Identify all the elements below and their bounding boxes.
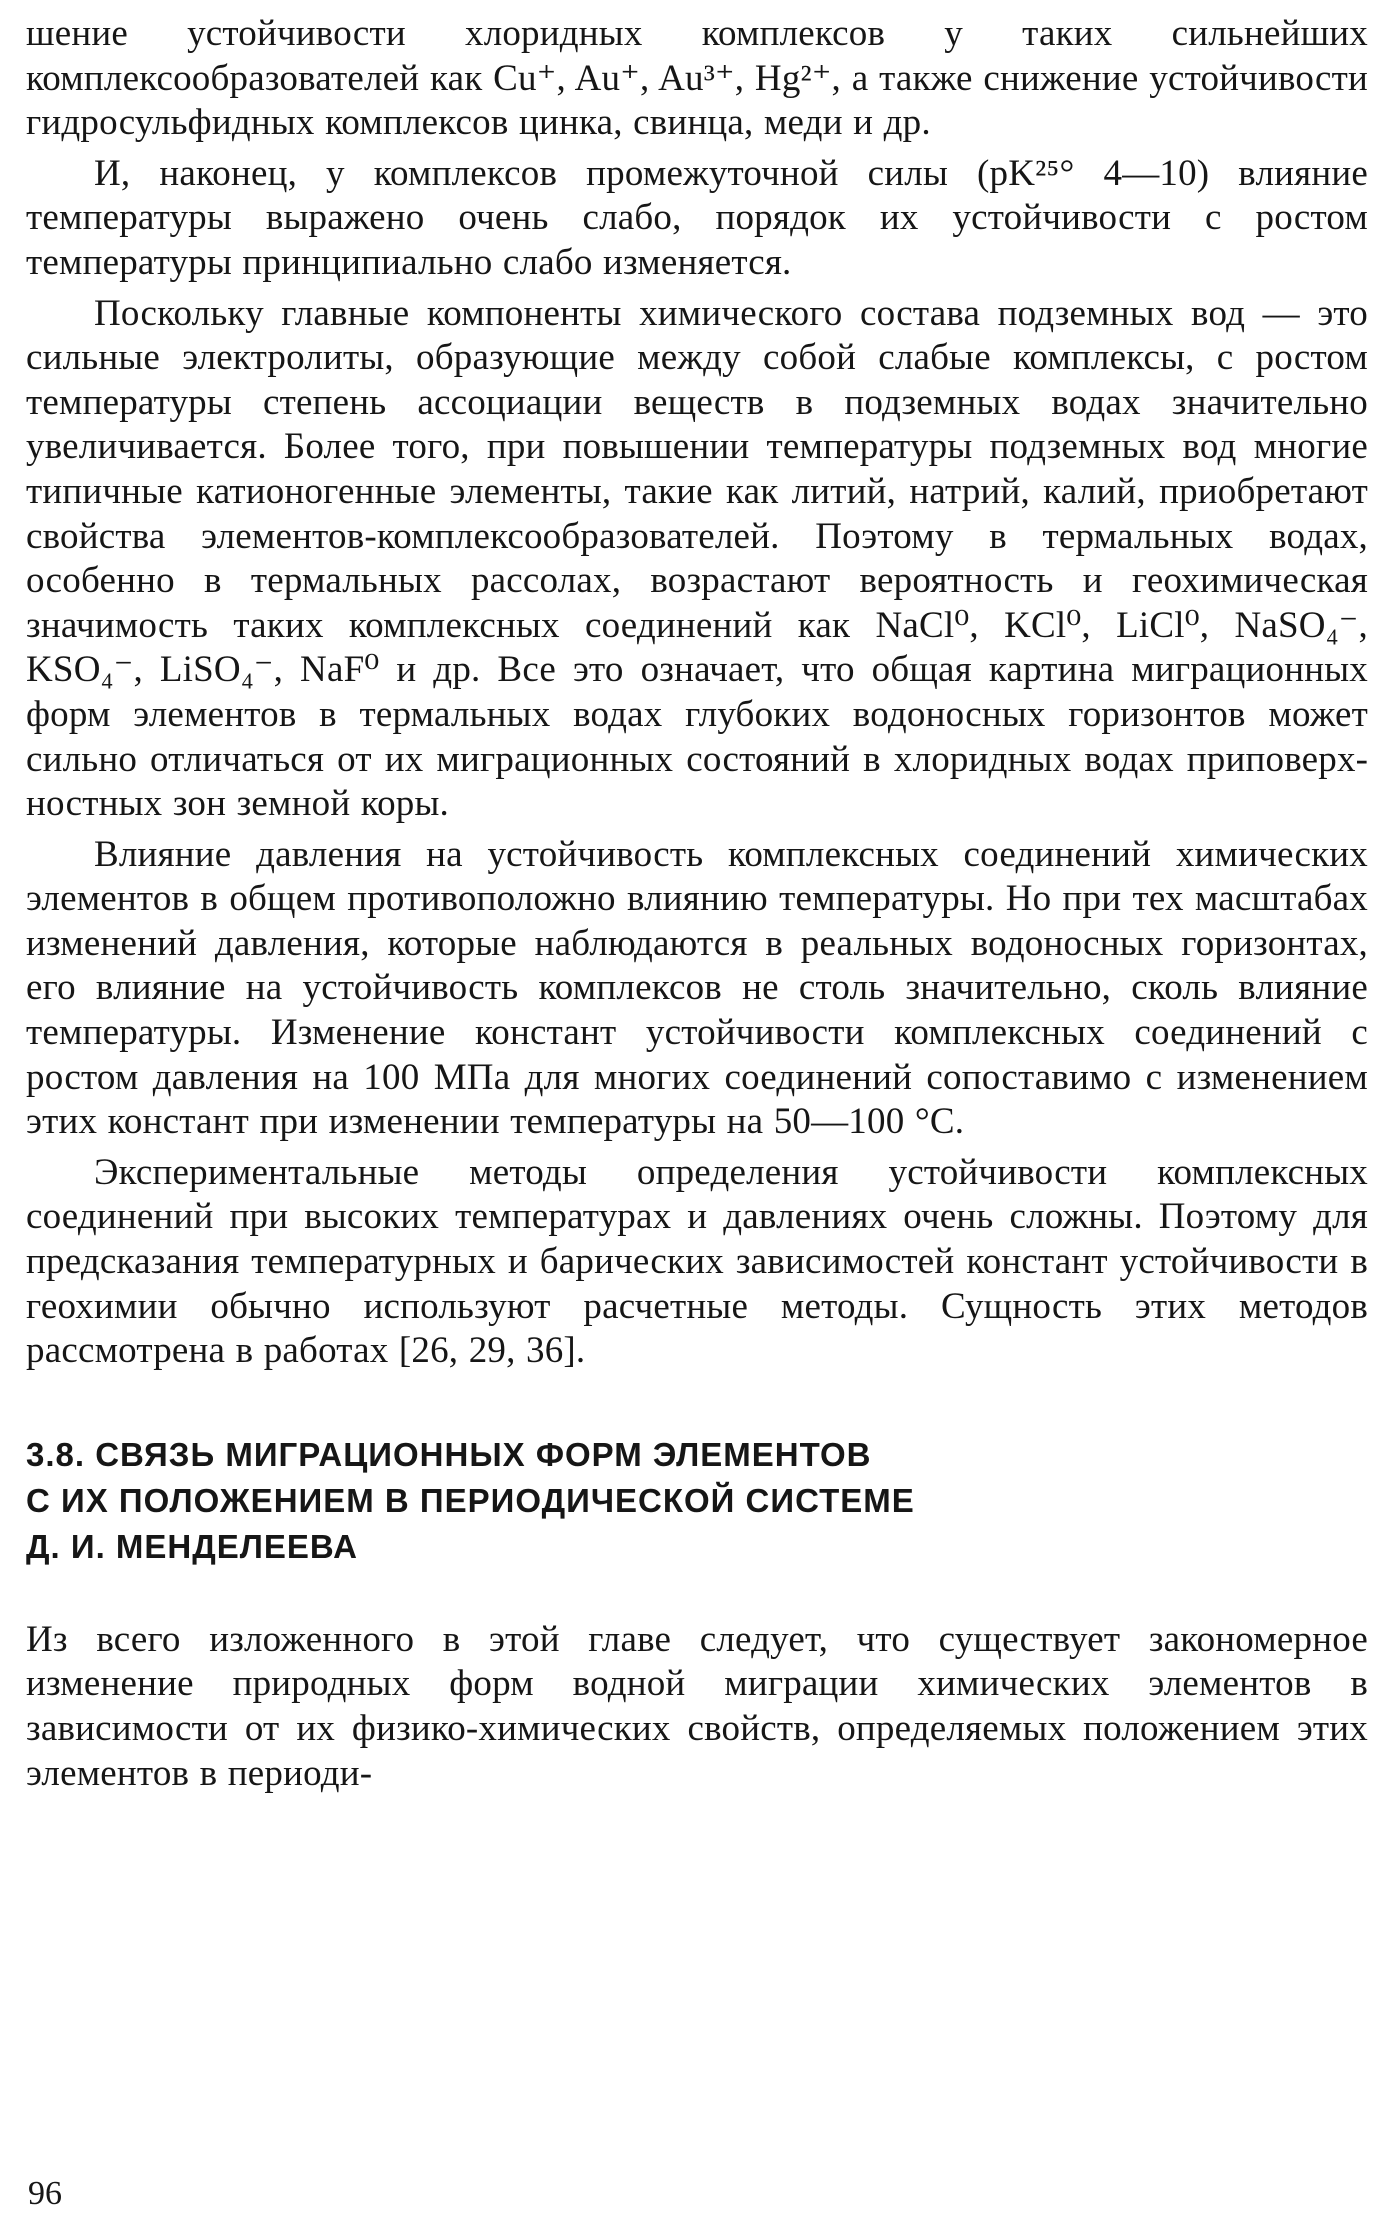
page-number: 96 xyxy=(28,2175,62,2212)
paragraph-intermediate-complexes: И, наконец, у комплексов промежуточной силы (pK²⁵° 4—10) влияние температуры выражено очень слабо, порядок их устойчивости с ростом температуры принципиально слабо изменяется. xyxy=(26,152,1368,283)
paragraph-continued: шение устойчивости хлоридных комплексов у таких сильнейших комплексообразователей как Cu⁺, Au⁺, Au³⁺, Hg²⁺, а также снижение устойчивости гидросульфидных комплексов цинка, свинца, меди и др. xyxy=(26,13,1368,144)
book-page xyxy=(26,12,1368,1796)
paragraph-experimental-methods: Экспериментальные методы определения устойчивости комплексных соединений при высоких температурах и давлениях очень сложны. Поэтому для предсказания температурных и барических зависимостей констант устойчивости в геохимии обычно используют расчетные методы. Сущность этих методов рассмотрена в работах [26, 29, 36]. xyxy=(26,1151,1368,1372)
paragraph-electrolytes: Поскольку главные компоненты химического состава подземных вод — это сильные электролиты, образующие между собой слабые комплексы, с ростом температуры степень ассоциации веществ в подземных водах значительно увеличивается. Более того, при повышении температуры подземных вод многие типичные катионогенные элементы, такие как литий, натрий, калий, приобретают свойства элементов-комплексообразователей. Поэтому в термальных водах, особенно в термальных рассолах, возрастают вероятность и геохимическая значимость таких комплексных соединений как NaCl⁰, KCl⁰, LiCl⁰, NaSO₄⁻, KSO₄⁻, LiSO₄⁻, NaF⁰ и др. Все это означает, что общая картина миграционных форм элементов в термальных водах глубоких водоносных горизонтов может сильно отличаться от их миграционных состояний в хлоридных водах приповерхностных зон земной коры. xyxy=(26,292,1368,825)
section-heading-line-3: Д. И. МЕНДЕЛЕЕВА xyxy=(26,1527,358,1565)
section-heading-line-1: 3.8. СВЯЗЬ МИГРАЦИОННЫХ ФОРМ ЭЛЕМЕНТОВ xyxy=(26,1435,872,1473)
section-heading xyxy=(26,1432,1368,1570)
section-heading-line-2: С ИХ ПОЛОЖЕНИЕМ В ПЕРИОДИЧЕСКОЙ СИСТЕМЕ xyxy=(26,1481,915,1519)
paragraph-pressure-influence: Влияние давления на устойчивость комплексных соединений химических элементов в общем противоположно влиянию температуры. Но при тех масштабах изменений давления, которые наблюдаются в реальных водоносных горизонтах, его влияние на устойчивость комплексов не столь значительно, сколь влияние температуры. Изменение констант устойчивости комплексных соединений с ростом давления на 100 МПа для многих соединений сопоставимо с изменением этих констант при изменении температуры на 50—100 °C. xyxy=(26,833,1368,1143)
paragraph-after-heading: Из всего изложенного в этой главе следует, что существует закономерное изменение природных форм водной миграции химических элементов в зависимости от их физико-химических свойств, определяемых положением этих элементов в периоди- xyxy=(26,1618,1368,1794)
